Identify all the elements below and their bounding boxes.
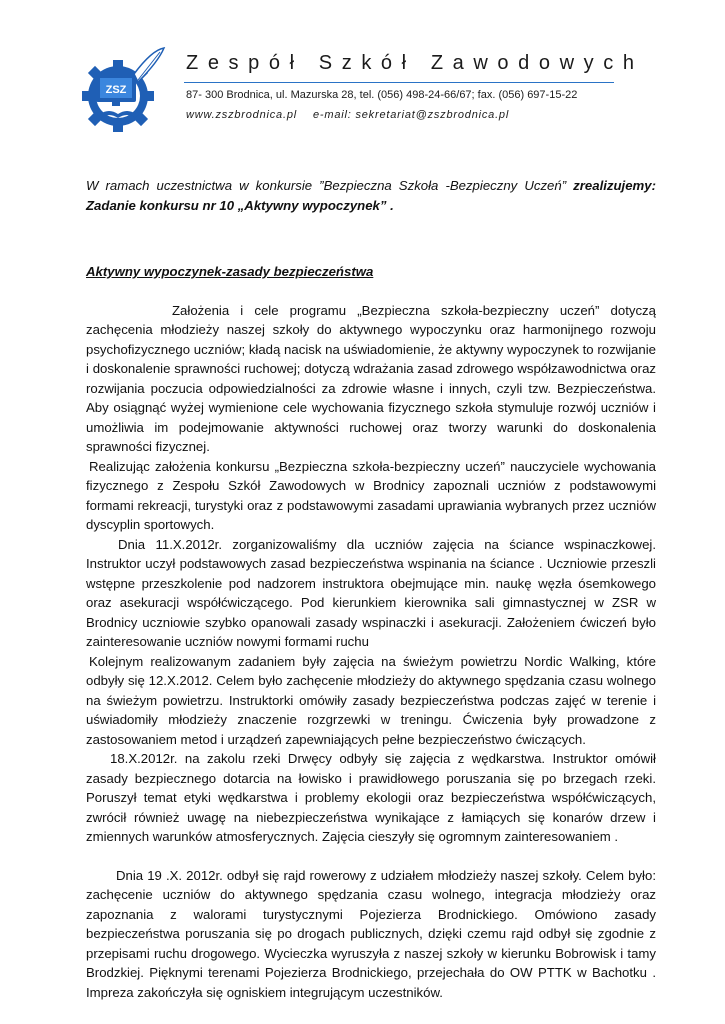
paragraph-gap — [86, 847, 656, 866]
header-divider — [184, 82, 614, 83]
intro-paragraph — [86, 176, 656, 215]
logo-text: ZSZ — [105, 84, 127, 96]
paragraph-climbing: Dnia 11.X.2012r. zorganizowaliśmy dla uczniów zajęcia na ściance wspinaczkowej. Instruktor uczył podstawowych zasad bezpieczeństwa wspinania na ściance . Uczniowie przeszli wstępne przeszkolenie pod nadzorem instruktora obejmujące min. naukę węzła ósemkowego oraz asekuracji współćwiczącego. Pod kierunkiem kierownika sali gimnastycznej w ZSR w Brodnicy uczniowie szybko opanowali zasady wspinaczki i asekuracji. Założeniem ćwiczeń było zainteresowanie uczniów nowymi formami ruchu — [86, 536, 656, 649]
contact-line — [186, 109, 509, 121]
intro-italic: W ramach uczestnictwa w konkursie ”Bezpieczna Szkoła -Bezpieczny Uczeń” — [86, 178, 574, 193]
email-link[interactable]: e-mail: sekretariat@zszbrodnica.pl — [313, 109, 510, 121]
document-body — [86, 176, 656, 1002]
intro-bold: zrealizujemy: Zadanie konkursu nr 10 „Aktywny wypoczynek” . — [86, 178, 656, 213]
paragraph-contest: Realizując założenia konkursu „Bezpieczna szkoła-bezpieczny uczeń” nauczyciele wychowania fizycznego z Zespołu Szkół Zawodowych w Brodnicy zapoznali uczniów z podstawowymi formami rekreacji, turystyki oraz z podstawowymi zasadami uprawiania wybranych przez uczniów dyscyplin sportowych. — [86, 458, 656, 532]
section-title: Aktywny wypoczynek-zasady bezpieczeństwa — [86, 264, 374, 279]
website-link[interactable]: www.zszbrodnica.pl — [186, 109, 297, 121]
paragraph-bike-rally: Dnia 19 .X. 2012r. odbył się rajd rowerowy z udziałem młodzieży naszej szkoły. Celem było: zachęcenie uczniów do aktywnego spędzania czasu wolnego, integracja młodzieży oraz zapoznania z walorami turystycznymi Pojezierza Brodnickiego. Omówiono zasady bezpieczeństwa poruszania się po drogach publicznych, dzięki czemu rajd odbył się zgodnie z przepisami ruchu drogowego. Wycieczka wyruszyła z naszej szkoły w kierunku Bobrowisk i tamy Brodzkiej. Pięknymi terenami Pojezierza Brodnickiego, przejechała do OW PTTK w Bachotku . Impreza zakończyła się ogniskiem integrującym uczestników. — [86, 867, 656, 1000]
school-logo — [78, 44, 168, 134]
paragraph-nordic-walking: Kolejnym realizowanym zadaniem były zajęcia na świeżym powietrzu Nordic Walking, które odbyły się 12.X.2012. Celem było zachęcenie młodzieży do aktywnego spędzania czasu wolnego na świeżym powietrzu. Instruktorki omówiły zasady bezpieczeństwa podczas zajęć w terenie i uświadomiły młodzieży znaczenie rozgrzewki w treningu. Ćwiczenia były prowadzone z zastosowaniem metod i urządzeń zapewniających pełne bezpieczeństwo ćwiczących. — [86, 653, 656, 747]
paragraph-fishing: 18.X.2012r. na zakolu rzeki Drwęcy odbyły się zajęcia z wędkarstwa. Instruktor omówił zasady bezpiecznego dotarcia na łowisko i prawidłowego poruszania się po brzegach rzeki. Poruszył temat etyki wędkarstwa i problemy ekologii oraz bezpieczeństwa współćwiczących, zwrócił również uwagę na niebezpieczeństwa wynikające z łamiących się konarów drzew i zmiennych warunków atmosferycznych. Zajęcia cieszyły się ogromnym zainteresowaniem . — [86, 751, 656, 844]
school-name: Zespół Szkół Zawodowych — [186, 52, 644, 74]
paragraph-goals: Założenia i cele programu „Bezpieczna szkoła-bezpieczny uczeń” dotyczą zachęcenia młodzieży naszej szkoły do aktywnego wypoczynku oraz harmonijnego rozwoju psychofizycznego uczniów; kładą nacisk na uświadomienie, że aktywny wypoczynek to rozwijanie i doskonalenie sprawności ruchowej; dotyczą wdrażania zasad zdrowego współzawodnictwa oraz rozwijania poczucia odpowiedzialności za zdrowie własne i innych, czyli tzw. Bezpieczeństwa. Aby osiągnąć wyżej wymienione cele wychowania fizycznego szkoła stymuluje rozwój uczniów i umożliwia im podejmowanie aktywności ruchowej oraz tworzy warunki do doskonalenia sprawności fizycznej. — [86, 302, 656, 454]
letterhead — [78, 44, 644, 134]
school-address: 87- 300 Brodnica, ul. Mazurska 28, tel. (056) 498-24-66/67; fax. (056) 697-15-22 — [186, 89, 578, 101]
